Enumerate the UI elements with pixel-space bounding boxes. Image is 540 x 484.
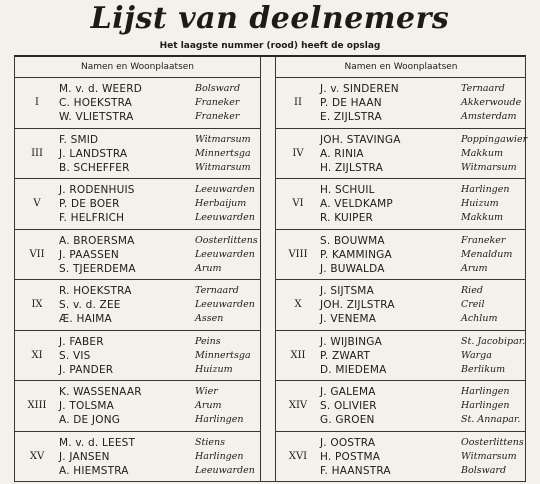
participant-place: Leeuwarden — [195, 248, 255, 260]
group-numeral: XV — [29, 451, 45, 463]
participant-group — [15, 129, 260, 180]
participant-place: Herbaijum — [195, 198, 247, 209]
group-numeral: VIII — [288, 248, 308, 260]
participant-place: Franeker — [195, 97, 240, 108]
participant-name: S. TJEERDEMA — [59, 262, 136, 275]
participant-name: A. BROERSMA — [59, 234, 135, 247]
participant-name: H. SCHUIL — [320, 184, 375, 196]
participant-place: Witmarsum — [461, 161, 517, 173]
group-numeral: IX — [31, 299, 43, 311]
participant-name: Æ. HAIMA — [59, 313, 112, 325]
participant-name: J. JANSEN — [59, 450, 110, 463]
participant-name: M. v. d. LEEST — [59, 436, 136, 449]
participant-entry — [59, 464, 260, 478]
participant-entry — [59, 312, 260, 326]
participant-entry — [59, 385, 260, 399]
group-entries — [59, 82, 260, 124]
group-numeral: IV — [292, 147, 304, 159]
participant-place: Arum — [195, 400, 222, 411]
participant-entry — [59, 96, 260, 110]
participant-entry — [320, 399, 526, 413]
participant-place: Poppingawier — [461, 133, 528, 145]
participant-entry — [59, 248, 260, 262]
group-numeral: II — [294, 97, 302, 109]
participant-name: A. VELDKAMP — [320, 198, 393, 210]
group-numeral: V — [33, 198, 41, 210]
group-entries — [320, 385, 526, 427]
participant-place: Leeuwarden — [195, 212, 255, 223]
participant-place: St. Annapar. — [461, 414, 521, 425]
group-entries — [320, 436, 526, 478]
participant-entry — [59, 349, 260, 363]
group-entries — [59, 183, 260, 225]
participant-name: J. SIJTSMA — [320, 285, 374, 297]
participant-group — [15, 179, 260, 230]
group-entries — [320, 284, 526, 326]
participant-place: Harlingen — [195, 450, 244, 462]
group-numeral: III — [31, 147, 43, 159]
participant-name: P. KAMMINGA — [320, 248, 392, 261]
participant-place: Arum — [195, 262, 222, 274]
participant-entry — [320, 110, 526, 124]
participant-group — [15, 381, 260, 432]
participant-name: F. HAANSTRA — [320, 464, 391, 477]
participant-place: Menaldum — [461, 248, 513, 260]
participant-place: Witmarsum — [461, 450, 517, 462]
participant-place: Makkum — [461, 212, 504, 223]
participant-name: C. HOEKSTRA — [59, 97, 133, 109]
participant-place: Harlingen — [461, 400, 510, 411]
participant-place: Berlikum — [461, 363, 506, 375]
participant-place: Ternaard — [461, 83, 505, 94]
participant-name: P. DE BOER — [59, 198, 120, 210]
column-header-right: Namen en Woonplaatsen — [276, 57, 526, 78]
participant-name: A. RINIA — [320, 147, 364, 160]
participant-entry — [320, 133, 526, 147]
participant-name: J. OOSTRA — [320, 436, 376, 449]
participant-name: J. v. SINDEREN — [320, 83, 399, 95]
participant-name: JOH. STAVINGA — [320, 133, 401, 146]
page-title: Lijst van deelnemers — [90, 1, 450, 36]
column-header-left: Namen en Woonplaatsen — [15, 57, 260, 78]
participant-place: Akkerwoude — [461, 97, 522, 108]
participant-entry — [59, 399, 260, 413]
participant-name: B. SCHEFFER — [59, 161, 130, 174]
group-entries — [59, 436, 260, 478]
participant-entry — [59, 82, 260, 96]
participant-entry — [320, 183, 526, 197]
participant-name: F. HELFRICH — [59, 212, 125, 224]
participant-group — [276, 78, 526, 129]
participant-entry — [320, 413, 526, 427]
participant-place: Stiens — [195, 436, 225, 448]
participant-group — [276, 280, 526, 331]
group-entries — [320, 335, 526, 377]
participant-entry — [59, 284, 260, 298]
group-entries — [320, 183, 526, 225]
participant-entry — [320, 96, 526, 110]
participant-place: Bolsward — [195, 83, 241, 94]
participant-name: R. KUIPER — [320, 212, 374, 224]
participants-table — [14, 55, 526, 482]
participant-name: J. BUWALDA — [320, 262, 385, 275]
participant-entry — [320, 234, 526, 248]
participant-entry — [59, 133, 260, 147]
participant-entry — [59, 197, 260, 211]
participant-group — [276, 179, 526, 230]
column-gap — [260, 57, 275, 481]
participant-name: W. VLIETSTRA — [59, 111, 134, 123]
participant-entry — [320, 284, 526, 298]
participant-name: A. DE JONG — [59, 414, 121, 426]
participant-entry — [59, 110, 260, 124]
participant-name: J. LANDSTRA — [59, 147, 128, 160]
participant-place: Harlingen — [461, 386, 510, 397]
participant-entry — [320, 436, 526, 450]
group-numeral: XIV — [288, 400, 308, 412]
participant-name: S. VIS — [59, 349, 91, 362]
participant-name: P. ZWART — [320, 349, 371, 362]
participant-entry — [59, 211, 260, 225]
participant-place: Huizum — [195, 363, 233, 375]
participant-entry — [320, 262, 526, 276]
left-column — [15, 57, 260, 481]
group-entries — [59, 335, 260, 377]
participant-name: S. OLIVIER — [320, 400, 377, 412]
participant-name: F. SMID — [59, 133, 99, 146]
participant-name: S. BOUWMA — [320, 234, 385, 247]
participant-place: Huizum — [461, 198, 499, 209]
participant-group — [15, 331, 260, 382]
participant-name: J. GALEMA — [320, 386, 376, 398]
participant-name: J. WIJBINGA — [320, 335, 383, 348]
participant-name: S. v. d. ZEE — [59, 299, 121, 311]
participant-name: J. VENEMA — [320, 313, 377, 325]
participant-place: Franeker — [461, 234, 506, 246]
participant-entry — [59, 413, 260, 427]
participant-name: P. DE HAAN — [320, 97, 382, 109]
participant-entry — [59, 363, 260, 377]
participant-entry — [59, 436, 260, 450]
participant-place: Warga — [461, 349, 492, 361]
participant-entry — [59, 183, 260, 197]
group-entries — [59, 284, 260, 326]
group-numeral: VII — [29, 248, 45, 260]
participant-name: J. TOLSMA — [59, 400, 115, 412]
group-numeral: XII — [290, 349, 306, 361]
participant-group — [15, 432, 260, 483]
participant-place: Witmarsum — [195, 161, 251, 173]
participant-place: Oosterlittens — [195, 234, 258, 246]
group-entries — [320, 133, 526, 175]
participant-place: St. Jacobipar. — [461, 335, 526, 347]
participant-entry — [59, 161, 260, 175]
group-numeral: XIII — [27, 400, 47, 412]
participant-name: H. POSTMA — [320, 450, 381, 463]
participant-place: Ternaard — [195, 285, 239, 296]
participant-name: R. HOEKSTRA — [59, 285, 132, 297]
participant-entry — [320, 312, 526, 326]
participant-name: J. FABER — [59, 335, 104, 348]
participant-entry — [320, 147, 526, 161]
participant-place: Leeuwarden — [195, 464, 255, 476]
participant-place: Amsterdam — [461, 111, 517, 122]
participant-place: Wier — [195, 386, 218, 397]
participant-name: H. ZIJLSTRA — [320, 161, 383, 174]
participant-name: K. WASSENAAR — [59, 386, 142, 398]
participant-entry — [320, 385, 526, 399]
participant-group — [15, 280, 260, 331]
participant-entry — [320, 335, 526, 349]
participant-group — [276, 331, 526, 382]
participant-entry — [320, 197, 526, 211]
right-column — [275, 57, 526, 481]
participant-place: Makkum — [461, 147, 504, 159]
group-numeral: XVI — [288, 451, 308, 463]
participant-name: J. RODENHUIS — [59, 184, 135, 196]
group-entries — [59, 385, 260, 427]
group-numeral: VI — [292, 198, 304, 210]
participant-entry — [320, 349, 526, 363]
participant-entry — [320, 211, 526, 225]
participant-group — [15, 230, 260, 281]
group-entries — [59, 234, 260, 276]
group-numeral: I — [35, 97, 39, 109]
participant-entry — [59, 234, 260, 248]
page-subtitle: Het laagste nummer (rood) heeft de opslag — [159, 41, 381, 51]
participant-place: Harlingen — [461, 184, 510, 195]
participant-place: Achlum — [461, 313, 498, 324]
participant-place: Leeuwarden — [195, 184, 255, 195]
participant-entry — [59, 450, 260, 464]
participant-group — [276, 381, 526, 432]
participant-place: Minnertsga — [195, 147, 251, 159]
group-numeral: X — [294, 299, 302, 311]
group-entries — [320, 82, 526, 124]
participant-entry — [320, 450, 526, 464]
participant-place: Bolsward — [461, 464, 507, 476]
participant-entry — [320, 298, 526, 312]
participant-entry — [59, 262, 260, 276]
group-numeral: XI — [31, 349, 43, 361]
participant-place: Oosterlittens — [461, 436, 524, 448]
participant-name: JOH. ZIJLSTRA — [320, 299, 395, 311]
participant-group — [15, 78, 260, 129]
participant-name: J. PANDER — [59, 363, 114, 376]
participant-place: Arum — [461, 262, 488, 274]
participant-place: Assen — [195, 313, 224, 324]
participant-name: D. MIEDEMA — [320, 363, 387, 376]
participant-name: E. ZIJLSTRA — [320, 111, 382, 123]
participant-name: A. HIEMSTRA — [59, 464, 129, 477]
participant-name: M. v. d. WEERD — [59, 83, 142, 95]
participant-entry — [320, 363, 526, 377]
participant-group — [276, 129, 526, 180]
participant-name: J. PAASSEN — [59, 248, 119, 261]
participant-entry — [59, 147, 260, 161]
participant-place: Peins — [195, 335, 221, 347]
group-entries — [320, 234, 526, 276]
participant-entry — [320, 82, 526, 96]
participant-place: Creil — [461, 299, 485, 310]
participant-entry — [320, 464, 526, 478]
participant-place: Ried — [461, 285, 483, 296]
participant-group — [276, 432, 526, 483]
participant-place: Leeuwarden — [195, 299, 255, 310]
participant-entry — [320, 161, 526, 175]
participant-entry — [59, 298, 260, 312]
participant-group — [276, 230, 526, 281]
participant-place: Minnertsga — [195, 349, 251, 361]
participant-place: Witmarsum — [195, 133, 251, 145]
participant-entry — [320, 248, 526, 262]
participant-place: Franeker — [195, 111, 240, 122]
participant-name: G. GROEN — [320, 414, 375, 426]
participant-entry — [59, 335, 260, 349]
participant-place: Harlingen — [195, 414, 244, 425]
group-entries — [59, 133, 260, 175]
